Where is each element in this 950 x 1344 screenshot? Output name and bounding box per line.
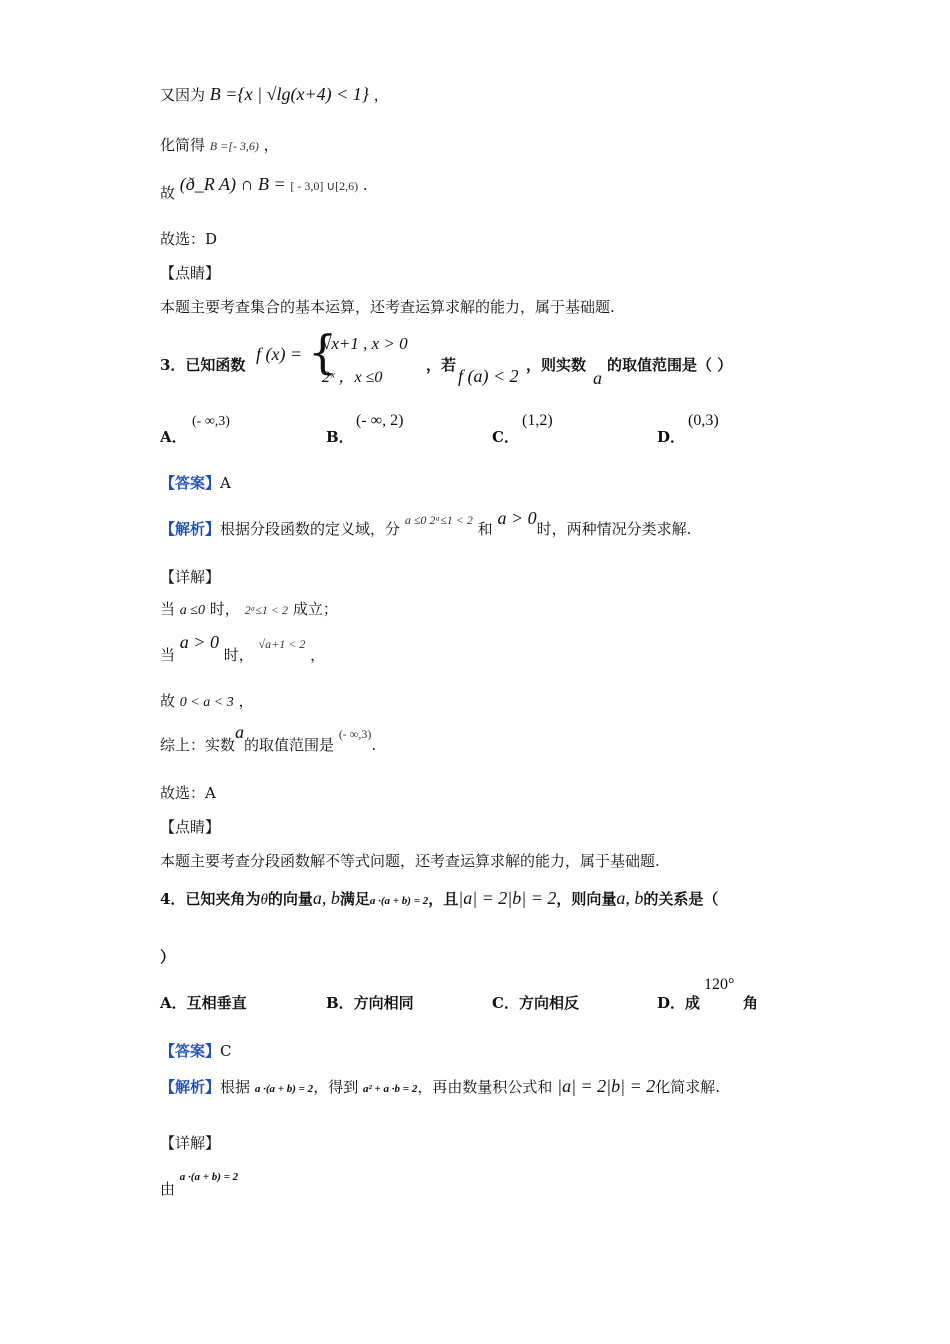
text: . [362,176,368,194]
text: 时， [209,600,240,618]
answer-tag: 【答案】 [160,474,221,492]
text: 由 [160,1180,176,1198]
formula: a ·(a + b) = 2 [254,1083,314,1095]
q3-detail-2 [160,632,325,662]
line-choose-d: 故选：D [160,230,218,248]
q3-remark: 本题主要考查分段函数解不等式问题，还考查运算求解的能力，属于基础题. [160,852,660,870]
formula: a ·(a + b) = 2 [179,1171,239,1183]
text: 当 [160,646,176,664]
text: 根据分段函数的定义域，分 [220,520,401,538]
formula: (- ∞,3) [338,727,372,741]
formula: 2ᵃ≤1 < 2 [244,603,289,617]
formula: 0 < a < 3 [179,695,234,710]
text: 故 [160,692,176,710]
line-therefore [160,174,368,202]
answer-value: C [220,1042,232,1060]
option-d-tail: 角 [743,994,759,1012]
text: 的关系是（ [643,890,719,908]
q4-analysis [160,1076,720,1097]
question-3-number: 3．已知函数 [160,356,246,374]
answer-value: A [220,474,231,492]
condition: f (a) < 2 [458,366,519,386]
text: ， [238,692,254,710]
text: . [371,736,377,754]
text: 化简求解. [655,1078,720,1096]
option-c-value: (1,2) [522,412,553,429]
text: ，再由数量积公式和 [417,1078,553,1096]
q3-remark-tag: 【点睛】 [160,818,221,836]
text: 的取值范围是 [244,736,335,754]
text: 的取值范围是（ ） [607,356,733,374]
text: ，则向量 [556,890,617,908]
set-b-simplified: B =[- 3,6) [209,139,259,153]
text: 当 [160,600,176,618]
case-a-nonpositive: a ≤0 2ᵃ≤1 < 2 [404,513,473,527]
case-a-positive: a > 0 [497,508,537,528]
option-b[interactable]: B．方向相同 [326,994,414,1012]
text: 时，两种情况分类求解. [536,520,692,538]
text: 的向量 [267,890,313,908]
line-simplify [160,134,279,155]
option-c[interactable]: C．方向相反 [492,994,579,1012]
question-4-number: 4．已知夹角为 [160,890,261,908]
text: 综上：实数 [160,736,236,754]
line-given-b [160,84,389,105]
text: ， [373,86,389,104]
option-a[interactable]: A．互相垂直 [160,994,247,1012]
function-name: f (x) = [256,344,303,364]
text: ， [310,646,326,664]
piecewise-case-2: 2ˣ ，x ≤0 [322,369,383,386]
text: ，则实数 [526,356,587,374]
vectors-ab: a, b [312,888,340,908]
answer-tag: 【答案】 [160,1042,221,1060]
text: 时， [223,646,254,664]
q4-detail-tag: 【详解】 [160,1134,221,1152]
text: 故 [160,184,176,202]
text: ，且 [428,890,459,908]
piecewise-case-1: √x+1 , x > 0 [322,334,408,353]
option-c-label[interactable]: C． [492,428,519,446]
complement-intersection: (ð_R A) ∩ B = [179,174,286,194]
text: ， [263,136,279,154]
option-b-value: (- ∞, 2) [356,412,404,429]
formula: a² + a ·b = 2 [362,1083,418,1095]
theta: θ [260,892,268,908]
option-a-label[interactable]: A． [160,428,187,446]
formula: |a| = 2|b| = 2 [557,1076,656,1096]
vector-norm: |a| = 2|b| = 2 [458,888,557,908]
intersection-result: [ - 3,0] ∪[2,6) [290,179,359,193]
option-a-value: (- ∞,3) [192,414,230,429]
analysis-tag: 【解析】 [160,1078,221,1096]
q3-detail-tag: 【详解】 [160,568,221,586]
q3-detail-4 [160,722,376,752]
remark-tag: 【点睛】 [160,264,221,282]
variable-a: a [235,722,245,742]
option-d-label[interactable]: D． [657,428,686,446]
text: 成立； [292,600,338,618]
text: 和 [477,520,493,538]
q3-detail-3 [160,690,254,711]
option-b-label[interactable]: B． [326,428,354,446]
text: ，得到 [313,1078,359,1096]
variable-a: a [593,368,602,388]
text: 根据 [220,1078,251,1096]
text: 满足 [339,890,370,908]
formula: √a+1 < 2 [258,637,306,651]
text: ，若 [426,356,457,374]
option-d[interactable]: D．成 [657,994,701,1012]
text: 化简得 [160,136,206,154]
set-b-formula: B ={x | √lg(x+4) < 1} [209,84,369,104]
vector-condition: a ·(a + b) = 2 [369,895,429,907]
text: 又因为 [160,86,206,104]
question-4 [160,888,718,909]
vectors-ab: a, b [616,888,644,908]
formula: a > 0 [179,632,219,652]
analysis-tag: 【解析】 [160,520,221,538]
formula: a ≤0 [179,603,205,618]
remark-text: 本题主要考查集合的基本运算，还考查运算求解的能力，属于基础题. [160,298,615,316]
q4-detail-1 [160,1164,238,1198]
piecewise-brace: { [308,325,338,379]
q3-analysis [160,508,691,538]
q3-choose: 故选：A [160,784,216,802]
option-d-angle: 120° [704,976,735,993]
q3-answer [160,472,231,493]
option-d-value: (0,3) [688,412,719,429]
q3-detail-1 [160,598,338,619]
question-4-close: ） [160,948,176,966]
q4-answer [160,1040,232,1061]
